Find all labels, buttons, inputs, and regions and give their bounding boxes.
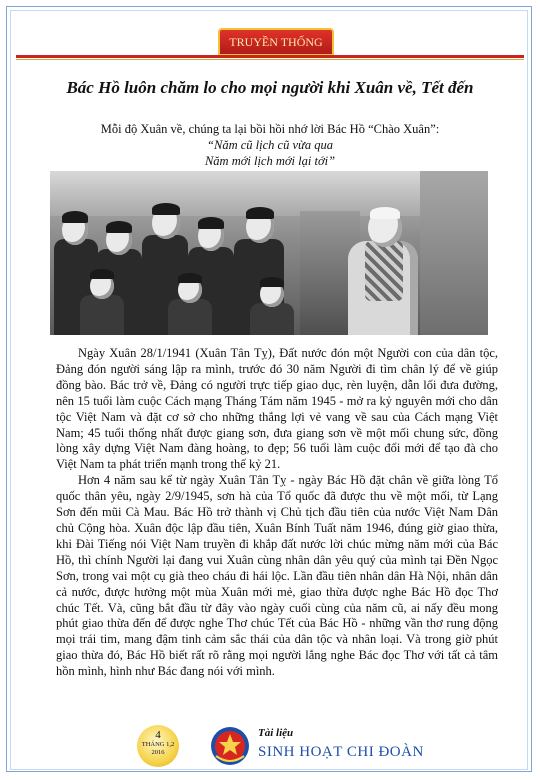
page-number-badge (137, 725, 179, 767)
page-number: 4 (155, 729, 161, 741)
section-rule-thin (16, 59, 524, 60)
youth-union-emblem-icon (210, 726, 250, 766)
issue-year: 2016 (151, 749, 165, 756)
article-paragraph: Hơn 4 năm sau kể từ ngày Xuân Tân Tỵ - ngày Bác Hồ đặt chân về giữa lòng Tổ quốc thân yêu, ngày 2/9/1945, sơn hà của Tổ quốc đã được thu về một mối, từ Lạng Sơn đến mũi Cà Mau. Bác Hồ trở thành vị Chủ tịch đầu tiên của nước Việt Nam Dân chủ Cộng hòa. Xuân độc lập đầu tiên, Xuân Bính Tuất năm 1946, đúng giờ giao thừa, khi Đài Tiếng nói Việt Nam truyền đi khắp đất nước lời chúc mừng năm mới của Bác Hồ, thì chính Người lại đang vui Xuân cùng nhân dân yêu quý của mình tại Đền Ngọc Sơn, trong vai một cụ già theo cháu đi hái lộc. Lần đầu tiên nhân dân Hà Nội, nhân dân cả nước, được hưởng một mùa Xuân mới mẻ, giao thừa được nghe Bác Hồ đọc Thơ chúc Tết. Và, cũng bắt đầu từ đây vào ngày cuối cùng của năm cũ, ai nấy đều mong phút giao thừa đến để được nghe Thơ chúc Tết của Bác Hồ - những vần thơ rung động mọi trái tim, mang đậm tinh cảm sắc thái của dân tộc và nhân loại. Và trong giờ phút giao thừa đó, Bác Hồ biết rất rõ rằng mọi người lắng nghe Bác đọc Thơ với tất cả tâm hồn mình, hình như Bác đang nói với mình. (56, 473, 498, 679)
intro-line: Mỗi độ Xuân về, chúng ta lại bồi hồi nhớ lời Bác Hồ “Chào Xuân”: (100, 122, 440, 136)
reference-label: Tài liệu (258, 727, 294, 739)
issue-month: THÁNG 1,2 (141, 741, 175, 748)
section-rule (16, 55, 524, 58)
historical-photo (50, 171, 488, 335)
intro-quote-line: “Năm cũ lịch cũ vừa qua (207, 138, 333, 152)
article-body (56, 346, 498, 680)
intro-quote-line: Năm mới lịch mới lại tới” (204, 154, 336, 168)
section-label: TRUYỀN THỐNG (218, 28, 334, 56)
article-title: Bác Hồ luôn chăm lo cho mọi người khi Xuân về, Tết đến (66, 78, 474, 97)
magazine-name: SINH HOẠT CHI ĐOÀN (258, 744, 424, 760)
article-paragraph: Ngày Xuân 28/1/1941 (Xuân Tân Tỵ), Đất nước đón một Người con của dân tộc, Đảng đón người sáng lập ra mình, trước đó 30 năm Người đi tìm chân lý để về giúp đồng bào. Bác trở về, Đảng có người trực tiếp giao dục, rèn luyện, dẫn lối đưa đường, nên 15 tuổi làm cuộc Cách mạng Tháng Tám năm 1945 - mở ra kỷ nguyên mới cho dân tộc Việt Nam và đặt cơ sở cho những thắng lợi vẻ vang về sau của Cách mạng Việt Nam; 45 tuổi thống nhất được giang sơn, đưa giang sơn về một mối chung sức, đồng lòng xây dựng Việt Nam đàng hoàng, to đẹp; 56 tuổi làm cuộc đổi mới để tạo đà cho Việt Nam ta phát triển mạnh trong thế kỷ 21. (56, 346, 498, 472)
article-intro (60, 121, 480, 169)
